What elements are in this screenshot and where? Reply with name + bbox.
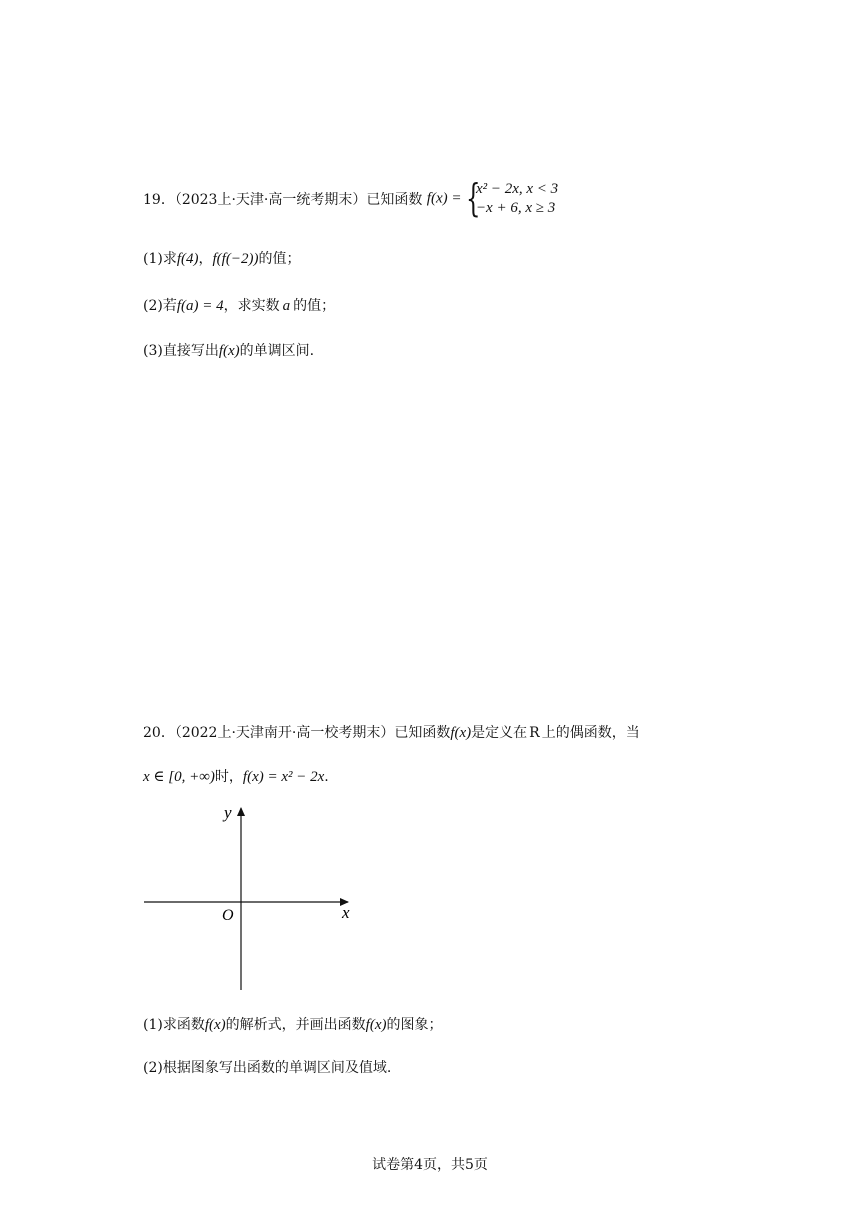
q19-p1-prefix: (1)求 (143, 251, 177, 267)
q20-p1-prefix: (1)求函数 (143, 1017, 205, 1033)
q19-p1-sep: ， (198, 251, 213, 267)
q19-p2-mid: ，求实数 (223, 298, 280, 314)
q20-p1-suffix: 的图象； (386, 1017, 443, 1033)
q19-p1-suffix: 的值； (258, 251, 301, 267)
q19-p2-suffix: 的值； (293, 298, 336, 314)
q19-p3-prefix: (3)直接写出 (143, 343, 219, 359)
q20-set: R (529, 725, 540, 741)
q20-part-1 (143, 1014, 443, 1034)
q19-part-2 (143, 295, 335, 315)
q19-p2-prefix: (2)若 (143, 298, 177, 314)
q20-line2-expr2: f(x) = x² − 2x (242, 769, 325, 785)
q20-part-2: (2)根据图象写出函数的单调区间及值域. (143, 1060, 392, 1076)
q20-p1-expr1: f(x) (204, 1017, 226, 1033)
q19-func-label: f(x) = (426, 190, 462, 207)
origin-label: O (222, 907, 234, 924)
q19-piecewise (465, 176, 559, 220)
q20-mid2: 上的偶函数，当 (541, 725, 640, 741)
q20-lead: 20．（2022上·天津南开·高一校考期末）已知函数 (143, 725, 451, 741)
q19-p2-expr: f(a) = 4 (176, 298, 224, 314)
q19-p3-suffix: 的单调区间. (239, 343, 315, 359)
page-footer: 试卷第4页，共5页 (372, 1157, 488, 1173)
q19-p2-var: a (282, 298, 291, 314)
q20-expr1: f(x) (450, 725, 472, 741)
q19-lead: 19．（2023上·天津·高一统考期末）已知函数 (143, 192, 423, 208)
q20-axes-graph (142, 800, 362, 995)
q19-case-2: −x + 6, x ≥ 3 (475, 200, 556, 216)
q19-case-1: x² − 2x, x < 3 (475, 181, 559, 197)
q20-line2-end: . (324, 769, 329, 785)
q19-p1-expr2: f(f(−2)) (212, 251, 259, 267)
q20-p1-expr2: f(x) (365, 1017, 387, 1033)
q20-mid1: 是定义在 (471, 725, 528, 741)
q20-statement-line-1 (143, 722, 640, 742)
x-axis-label: x (342, 903, 350, 922)
q20-p1-mid: 的解析式，并画出函数 (225, 1017, 366, 1033)
q19-statement (143, 176, 559, 220)
q20-statement-line-2 (143, 766, 329, 786)
q19-p3-expr: f(x) (218, 343, 240, 359)
y-axis-label: y (224, 803, 232, 822)
q19-p1-expr1: f(4) (176, 251, 199, 267)
q19-part-1 (143, 248, 300, 268)
brace-icon: { (465, 176, 481, 220)
q20-line2-mid: 时， (214, 769, 243, 785)
q20-line2-expr1: x ∈ [0, +∞) (143, 769, 215, 785)
q19-part-3 (143, 340, 314, 360)
